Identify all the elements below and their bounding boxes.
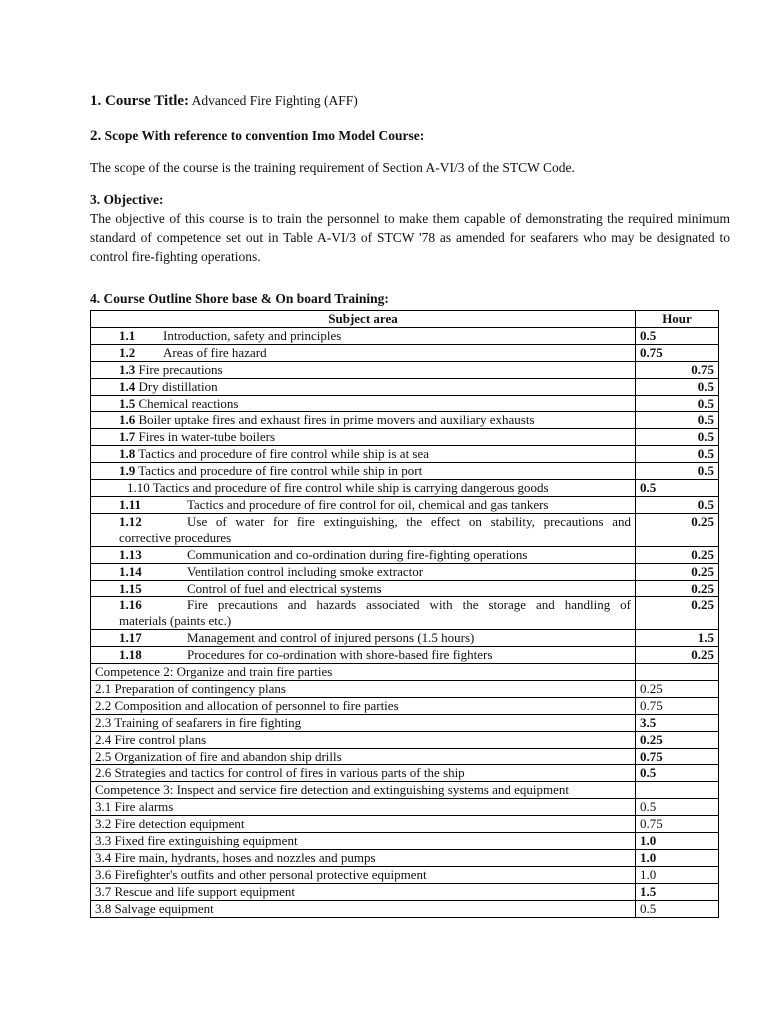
item-number: 1.18 — [119, 647, 142, 663]
subject-cell: 3.4 Fire main, hydrants, hoses and nozzles and pumps — [91, 850, 636, 867]
course-title-line — [90, 93, 358, 110]
competence-3-row — [91, 782, 719, 799]
table-row — [91, 361, 719, 378]
table-row — [91, 630, 719, 647]
table-row — [91, 378, 719, 395]
hour-cell: 1.0 — [636, 866, 719, 883]
item-number: 1.5 — [119, 395, 136, 411]
hour-cell: 0.25 — [636, 580, 719, 597]
competence-heading: Competence 3: Inspect and service fire detection and extinguishing systems and equipment — [91, 782, 636, 799]
item-number: 1.2 — [119, 344, 136, 360]
item-text: Procedures for co-ordination with shore-based fire fighters — [187, 647, 493, 663]
table-row — [91, 563, 719, 580]
item-number: 1.7 — [119, 429, 136, 445]
objective-heading: 3. Objective: — [90, 192, 164, 207]
table-row — [91, 697, 719, 714]
subject-cell: 2.1 Preparation of contingency plans — [91, 680, 636, 697]
item-text: Fire precautions — [138, 361, 223, 377]
item-number: 1.6 — [119, 412, 136, 428]
subject-cell: 2.6 Strategies and tactics for control of fires in various parts of the ship — [91, 765, 636, 782]
hour-cell: 0.5 — [636, 496, 719, 513]
table-row — [91, 883, 719, 900]
hour-cell: 0.5 — [636, 900, 719, 917]
hour-cell: 0.25 — [636, 647, 719, 664]
table-row — [91, 597, 719, 630]
table-body — [91, 327, 719, 917]
table-row — [91, 480, 719, 497]
hour-header: Hour — [636, 311, 719, 328]
item-text-line: Use of water for fire extinguishing, the effect on stability, precautions and — [187, 513, 631, 529]
item-number: 1.9 — [119, 463, 136, 479]
table-row — [91, 546, 719, 563]
item-number: 1.12 — [119, 513, 142, 529]
hour-cell: 0.25 — [636, 563, 719, 580]
subject-cell: 2.3 Training of seafarers in fire fighting — [91, 714, 636, 731]
subject-cell — [91, 412, 636, 429]
item-text: Tactics and procedure of fire control for oil, chemical and gas tankers — [187, 496, 549, 512]
subject-cell — [91, 630, 636, 647]
hour-cell: 0.5 — [636, 765, 719, 782]
table-row — [91, 327, 719, 344]
table-row — [91, 748, 719, 765]
table-row — [91, 866, 719, 883]
subject-cell — [91, 647, 636, 664]
subject-cell — [91, 496, 636, 513]
subject-cell — [91, 513, 636, 546]
subject-cell — [91, 580, 636, 597]
subject-cell: 3.3 Fixed fire extinguishing equipment — [91, 833, 636, 850]
table-row — [91, 647, 719, 664]
table-row — [91, 714, 719, 731]
hour-cell: 0.5 — [636, 327, 719, 344]
item-text: Boiler uptake fires and exhaust fires in prime movers and auxiliary exhausts — [138, 412, 535, 428]
subject-cell: 3.7 Rescue and life support equipment — [91, 883, 636, 900]
hour-cell — [636, 782, 719, 799]
table-row — [91, 765, 719, 782]
scope-heading — [90, 128, 424, 145]
item-text: Ventilation control including smoke extractor — [187, 563, 424, 579]
item-text: Introduction, safety and principles — [163, 327, 342, 343]
subject-cell — [91, 395, 636, 412]
item-text — [119, 597, 631, 613]
item-number: 1.11 — [119, 496, 142, 512]
subject-cell: 3.2 Fire detection equipment — [91, 816, 636, 833]
objective-text: The objective of this course is to train the personnel to make them capable of demonstrating the required minimum standard of competence set out in Table A-VI/3 of STCW '78 as amended for seafarers who may be designated to control fire-fighting operations. — [90, 211, 730, 264]
subject-cell: 2.4 Fire control plans — [91, 731, 636, 748]
item-text-continuation: corrective procedures — [119, 529, 232, 545]
subject-cell — [91, 446, 636, 463]
hour-cell: 0.25 — [636, 680, 719, 697]
table-row — [91, 395, 719, 412]
subject-cell: 3.1 Fire alarms — [91, 799, 636, 816]
subject-cell — [91, 378, 636, 395]
hour-cell: 0.75 — [636, 361, 719, 378]
subject-cell — [91, 597, 636, 630]
item-number: 1.1 — [119, 327, 136, 343]
subject-cell — [91, 327, 636, 344]
subject-cell — [91, 463, 636, 480]
item-text: Areas of fire hazard — [163, 344, 267, 360]
hour-cell: 0.5 — [636, 412, 719, 429]
item-number: 1.4 — [119, 378, 136, 394]
item-number: 1.15 — [119, 580, 142, 596]
table-row — [91, 412, 719, 429]
hour-cell: 0.5 — [636, 446, 719, 463]
subject-cell — [91, 546, 636, 563]
table-row — [91, 513, 719, 546]
hour-cell: 0.5 — [636, 378, 719, 395]
table-row — [91, 463, 719, 480]
item-number: 1.14 — [119, 563, 142, 579]
item-text-line: Fire precautions and hazards associated with the storage and handling of — [187, 597, 631, 613]
subject-cell: 2.5 Organization of fire and abandon ship drills — [91, 748, 636, 765]
course-outline-table — [90, 310, 719, 918]
course-title-label: 1. Course Title: — [90, 93, 190, 109]
hour-cell: 0.5 — [636, 480, 719, 497]
table-row — [91, 850, 719, 867]
table-row — [91, 900, 719, 917]
hour-cell: 0.25 — [636, 597, 719, 630]
item-text: Control of fuel and electrical systems — [187, 580, 382, 596]
hour-cell: 1.0 — [636, 833, 719, 850]
subject-cell — [91, 429, 636, 446]
item-number: 1.16 — [119, 597, 142, 613]
subject-cell: 2.2 Composition and allocation of personnel to fire parties — [91, 697, 636, 714]
subject-cell — [91, 563, 636, 580]
hour-cell: 3.5 — [636, 714, 719, 731]
item-number: 1.3 — [119, 361, 136, 377]
competence-heading: Competence 2: Organize and train fire parties — [91, 664, 636, 681]
item-text: Communication and co-ordination during fire-fighting operations — [187, 546, 528, 562]
scope-text: The scope of the course is the training requirement of Section A-VI/3 of the STCW Code. — [90, 160, 575, 175]
hour-cell: 0.75 — [636, 344, 719, 361]
table-row — [91, 429, 719, 446]
subject-cell: 1.10 Tactics and procedure of fire control while ship is carrying dangerous goods — [91, 480, 636, 497]
subject-cell: 3.6 Firefighter's outfits and other personal protective equipment — [91, 866, 636, 883]
hour-cell: 0.75 — [636, 697, 719, 714]
outline-heading: 4. Course Outline Shore base & On board Training: — [90, 291, 389, 306]
hour-cell: 0.75 — [636, 748, 719, 765]
hour-cell: 0.5 — [636, 429, 719, 446]
item-text: Dry distillation — [138, 378, 218, 394]
competence-2-row — [91, 664, 719, 681]
item-number: 1.8 — [119, 446, 136, 462]
table-row — [91, 833, 719, 850]
table-row — [91, 446, 719, 463]
item-text: Chemical reactions — [138, 395, 239, 411]
subject-area-header: Subject area — [91, 311, 636, 328]
hour-cell: 0.25 — [636, 513, 719, 546]
table-row — [91, 816, 719, 833]
hour-cell: 1.0 — [636, 850, 719, 867]
table-row — [91, 799, 719, 816]
item-number: 1.13 — [119, 546, 142, 562]
table-row — [91, 496, 719, 513]
table-row — [91, 731, 719, 748]
subject-cell — [91, 361, 636, 378]
table-row — [91, 344, 719, 361]
item-text: Tactics and procedure of fire control while ship is at sea — [138, 446, 430, 462]
hour-cell: 0.25 — [636, 546, 719, 563]
table-row — [91, 680, 719, 697]
item-text: Tactics and procedure of fire control while ship in port — [138, 463, 423, 479]
subject-cell: 3.8 Salvage equipment — [91, 900, 636, 917]
hour-cell: 0.5 — [636, 463, 719, 480]
item-text: Management and control of injured persons (1.5 hours) — [187, 630, 475, 646]
subject-cell — [91, 344, 636, 361]
table-row — [91, 580, 719, 597]
course-title-value: Advanced Fire Fighting (AFF) — [191, 93, 358, 108]
hour-cell: 0.5 — [636, 395, 719, 412]
scope-number: 2. — [90, 128, 102, 144]
hour-cell: 0.25 — [636, 731, 719, 748]
item-text — [119, 514, 631, 530]
item-text: Fires in water-tube boilers — [138, 429, 276, 445]
hour-cell: 1.5 — [636, 630, 719, 647]
table-header-row — [91, 311, 719, 328]
hour-cell: 0.75 — [636, 816, 719, 833]
hour-cell: 1.5 — [636, 883, 719, 900]
hour-cell: 0.5 — [636, 799, 719, 816]
hour-cell — [636, 664, 719, 681]
scope-heading-text: Scope With reference to convention Imo Model Course: — [104, 128, 425, 143]
item-number: 1.17 — [119, 630, 142, 646]
item-text-continuation: materials (paints etc.) — [119, 613, 232, 629]
